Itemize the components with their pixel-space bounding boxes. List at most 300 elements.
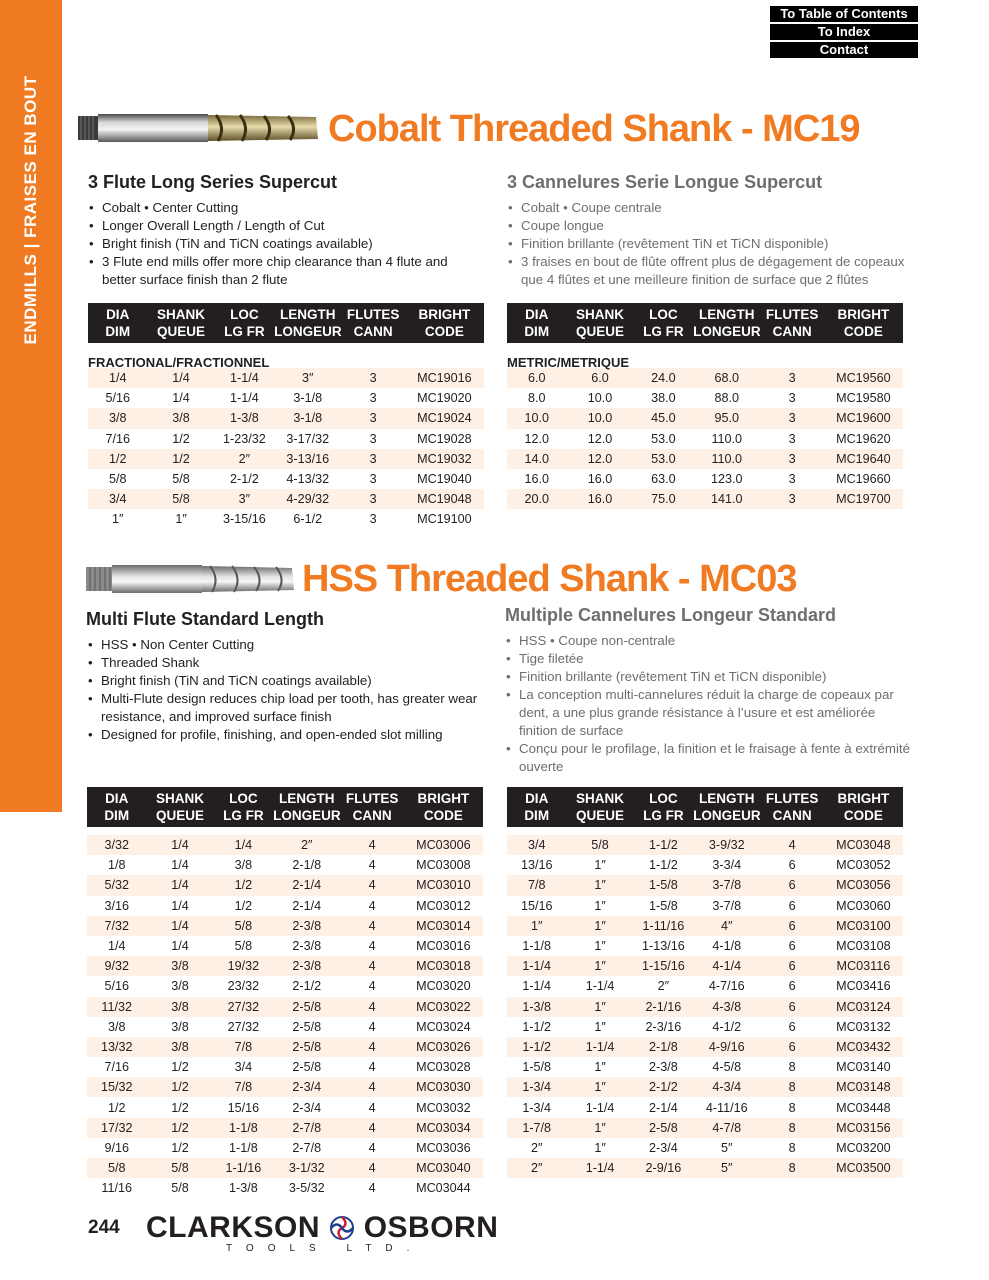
table-cell: 1-1/2	[634, 835, 693, 855]
table-cell: 8	[760, 1057, 823, 1077]
table-row	[88, 429, 484, 449]
table-cell: 3-17/32	[274, 429, 341, 449]
table-row	[507, 976, 903, 996]
table-row	[507, 936, 903, 956]
table-row	[87, 916, 483, 936]
table-cell: 3	[341, 469, 404, 489]
table-cell: MC03052	[824, 855, 903, 875]
table-cell: 9/32	[87, 956, 146, 976]
table-cell: 4	[340, 916, 403, 936]
table-cell: 16.0	[566, 489, 633, 509]
table-cell: 12.0	[566, 429, 633, 449]
table-cell: 4-3/4	[693, 1077, 760, 1097]
table-cell: 1-1/4	[215, 388, 274, 408]
table-cell: 6	[760, 997, 823, 1017]
table-cell: 2-1/8	[634, 1037, 693, 1057]
column-header: BRIGHT CODE	[405, 303, 484, 343]
table-cell: 1″	[566, 997, 633, 1017]
table-cell: 3/16	[87, 896, 146, 916]
table-row	[507, 896, 903, 916]
table-cell: 6	[760, 855, 823, 875]
table-cell: 15/16	[507, 896, 566, 916]
table-cell: 3-5/32	[273, 1178, 340, 1198]
table-cell: MC03056	[824, 875, 903, 895]
table-cell: 2″	[507, 1138, 566, 1158]
table-cell: 3	[341, 388, 404, 408]
table-cell: MC03060	[824, 896, 903, 916]
column-header: LENGTH LONGEUR	[274, 303, 341, 343]
table-cell: 2-7/8	[273, 1118, 340, 1138]
table-cell: 3/8	[88, 408, 147, 428]
table-row	[87, 1017, 483, 1037]
column-header: BRIGHT CODE	[824, 787, 903, 827]
table-cell: 1-3/4	[507, 1077, 566, 1097]
table-cell: 53.0	[634, 449, 693, 469]
table-cell: 1/2	[147, 429, 214, 449]
table-cell: 4	[340, 1097, 403, 1117]
table-cell: 1/2	[146, 1138, 213, 1158]
table-row	[87, 875, 483, 895]
table-cell: 1″	[566, 875, 633, 895]
table-cell: 110.0	[693, 449, 760, 469]
table-cell: 1/8	[87, 855, 146, 875]
table-cell: MC19032	[405, 449, 484, 469]
table-cell: 6	[760, 916, 823, 936]
table-cell: 4-11/16	[693, 1097, 760, 1117]
table-row	[507, 1017, 903, 1037]
table-cell: 2-3/8	[273, 936, 340, 956]
table-cell: 3	[760, 368, 823, 388]
table-cell: 10.0	[566, 408, 633, 428]
table-cell: MC03148	[824, 1077, 903, 1097]
table-cell: 4-1/4	[693, 956, 760, 976]
table-cell: 1/4	[146, 936, 213, 956]
table-row	[87, 1158, 483, 1178]
table-cell: 2-1/8	[273, 855, 340, 875]
nav-index[interactable]: To Index	[770, 24, 918, 40]
table-cell: 1/4	[146, 916, 213, 936]
table-cell: 16.0	[566, 469, 633, 489]
table-cell: 3-7/8	[693, 875, 760, 895]
table-cell: 1-3/8	[507, 997, 566, 1017]
table-row	[87, 1097, 483, 1117]
table-cell: MC19660	[824, 469, 903, 489]
table-row	[507, 875, 903, 895]
column-header: SHANK QUEUE	[566, 303, 633, 343]
table-row	[87, 896, 483, 916]
table-cell: 27/32	[214, 1017, 273, 1037]
table-cell: 1/2	[88, 449, 147, 469]
column-header: SHANK QUEUE	[566, 787, 633, 827]
table-cell: MC03024	[404, 1017, 483, 1037]
nav-table-of-contents[interactable]: To Table of Contents	[770, 6, 918, 22]
table-cell: 7/8	[214, 1037, 273, 1057]
table-cell: 1-1/16	[214, 1158, 273, 1178]
table-cell: 4-7/8	[693, 1118, 760, 1138]
table-cell: 5/32	[87, 875, 146, 895]
feature-item: • Designed for profile, finishing, and open-ended slot milling	[101, 726, 496, 744]
table-cell: 45.0	[634, 408, 693, 428]
table-row	[88, 449, 484, 469]
table-cell: 10.0	[566, 388, 633, 408]
table-cell: 5/8	[146, 1158, 213, 1178]
table-row	[507, 1077, 903, 1097]
table-cell: 4	[340, 835, 403, 855]
table-cell: 3	[760, 489, 823, 509]
column-header: DIA DIM	[507, 787, 566, 827]
table-row	[507, 1158, 903, 1178]
column-header: DIA DIM	[87, 787, 146, 827]
mc03-features-fr	[505, 632, 914, 776]
table-cell: 3/8	[87, 1017, 146, 1037]
table-cell: 3	[341, 449, 404, 469]
table-cell: 11/32	[87, 997, 146, 1017]
table-cell: 5/8	[214, 916, 273, 936]
table-cell: MC03018	[404, 956, 483, 976]
table-cell: 1-1/4	[566, 1158, 633, 1178]
metric-label: METRIC/METRIQUE	[507, 355, 630, 370]
table-cell: 6-1/2	[274, 509, 341, 529]
table-cell: 4	[340, 956, 403, 976]
table-cell: 6.0	[566, 368, 633, 388]
table-cell: 4	[340, 1017, 403, 1037]
table-cell: 15/32	[87, 1077, 146, 1097]
table-row	[88, 408, 484, 428]
table-cell: 19/32	[214, 956, 273, 976]
table-cell: 1″	[507, 916, 566, 936]
table-cell: 5″	[693, 1158, 760, 1178]
table-cell: 1-11/16	[634, 916, 693, 936]
table-cell: 3-1/8	[274, 408, 341, 428]
table-cell: 1-1/2	[634, 855, 693, 875]
table-cell: 3/4	[507, 835, 566, 855]
table-cell: 1/4	[214, 835, 273, 855]
table-row	[507, 1118, 903, 1138]
hss-endmill-image	[86, 557, 296, 601]
cobalt-endmill-image	[78, 103, 320, 153]
brand-swirl-icon	[329, 1216, 355, 1240]
table-cell: MC03500	[824, 1158, 903, 1178]
mc03-left-table	[87, 787, 483, 1198]
table-cell: 4	[340, 976, 403, 996]
table-cell: 8	[760, 1158, 823, 1178]
table-cell: 3-1/8	[274, 388, 341, 408]
table-cell: 4-5/8	[693, 1057, 760, 1077]
table-cell: MC03012	[404, 896, 483, 916]
table-cell: 1-1/4	[566, 1037, 633, 1057]
column-header: DIA DIM	[507, 303, 566, 343]
mc03-title: HSS Threaded Shank - MC03	[302, 558, 797, 600]
table-cell: 75.0	[634, 489, 693, 509]
table-cell: 1/4	[146, 896, 213, 916]
table-cell: MC03014	[404, 916, 483, 936]
table-row	[507, 449, 903, 469]
table-cell: 38.0	[634, 388, 693, 408]
table-cell: MC03026	[404, 1037, 483, 1057]
column-header: LOC LG FR	[214, 787, 273, 827]
table-cell: 1-1/2	[507, 1017, 566, 1037]
table-cell: 14.0	[507, 449, 566, 469]
table-row	[87, 1178, 483, 1198]
table-cell: 4-13/32	[274, 469, 341, 489]
table-row	[87, 1077, 483, 1097]
table-cell: 6	[760, 956, 823, 976]
table-cell: MC03040	[404, 1158, 483, 1178]
table-cell: MC19028	[405, 429, 484, 449]
column-header: FLUTES CANN	[760, 303, 823, 343]
table-cell: 53.0	[634, 429, 693, 449]
table-cell: MC03416	[824, 976, 903, 996]
page-number: 244	[88, 1217, 120, 1238]
table-row	[87, 855, 483, 875]
table-cell: 16.0	[507, 469, 566, 489]
table-row	[88, 509, 484, 529]
table-row	[507, 997, 903, 1017]
table-cell: 1/4	[87, 936, 146, 956]
table-cell: 1/2	[147, 449, 214, 469]
table-cell: 1″	[566, 1138, 633, 1158]
table-cell: 3″	[215, 489, 274, 509]
table-cell: 1/2	[214, 896, 273, 916]
table-cell: 4-9/16	[693, 1037, 760, 1057]
column-header: SHANK QUEUE	[146, 787, 213, 827]
table-cell: 3	[341, 509, 404, 529]
table-cell: 6	[760, 976, 823, 996]
table-cell: MC03156	[824, 1118, 903, 1138]
table-cell: 4-1/2	[693, 1017, 760, 1037]
table-row	[87, 976, 483, 996]
table-cell: 1″	[566, 1017, 633, 1037]
feature-item: • La conception multi-cannelures réduit la charge de copeaux par dent, a une plus grande résistance à l’usure et est améliorée finition de surface	[519, 686, 914, 740]
table-row	[507, 835, 903, 855]
feature-item: • Conçu pour le profilage, la finition et le fraisage à fente à extrémité ouverte	[519, 740, 914, 776]
table-cell: 1/2	[146, 1057, 213, 1077]
table-cell: MC19700	[824, 489, 903, 509]
table-row	[87, 1057, 483, 1077]
table-cell: 1-3/8	[214, 1178, 273, 1198]
side-tab	[0, 0, 62, 812]
table-row	[507, 1097, 903, 1117]
column-header: LENGTH LONGEUR	[273, 787, 340, 827]
table-row	[87, 1138, 483, 1158]
table-cell: 6.0	[507, 368, 566, 388]
table-cell: MC03108	[824, 936, 903, 956]
table-cell: MC03116	[824, 956, 903, 976]
table-cell: 3	[760, 429, 823, 449]
table-row	[88, 469, 484, 489]
mc19-subtitle-fr: 3 Cannelures Serie Longue Supercut	[507, 172, 823, 192]
table-cell: 4-7/16	[693, 976, 760, 996]
table-cell: 5/8	[88, 469, 147, 489]
feature-item: • Cobalt • Center Cutting	[102, 199, 482, 217]
table-cell: 4-29/32	[274, 489, 341, 509]
table-cell: 2″	[634, 976, 693, 996]
table-cell: 3	[760, 388, 823, 408]
brand-subtitle: TOOLS LTD.	[226, 1243, 424, 1254]
mc19-metric-table	[507, 303, 903, 509]
table-cell: 3-13/16	[274, 449, 341, 469]
table-cell: MC03132	[824, 1017, 903, 1037]
table-cell: 1″	[566, 956, 633, 976]
table-cell: 5″	[693, 1138, 760, 1158]
mc03-subtitle-fr: Multiple Cannelures Longeur Standard	[505, 605, 837, 625]
table-cell: 1-3/4	[507, 1097, 566, 1117]
table-cell: 3-1/32	[273, 1158, 340, 1178]
table-cell: 1-3/8	[215, 408, 274, 428]
table-cell: MC03034	[404, 1118, 483, 1138]
table-cell: 1″	[566, 1118, 633, 1138]
nav-contact[interactable]: Contact	[770, 42, 918, 58]
table-cell: MC19640	[824, 449, 903, 469]
table-cell: 5/8	[147, 469, 214, 489]
mc03-subtitle-en: Multi Flute Standard Length	[86, 609, 324, 629]
column-header: LOC LG FR	[634, 787, 693, 827]
table-cell: 4-3/8	[693, 997, 760, 1017]
table-cell: MC03008	[404, 855, 483, 875]
column-header: DIA DIM	[88, 303, 147, 343]
table-cell: 1″	[566, 896, 633, 916]
brand-logo	[146, 1211, 498, 1245]
table-cell: MC03036	[404, 1138, 483, 1158]
table-cell: 1″	[88, 509, 147, 529]
table-cell: 1″	[147, 509, 214, 529]
column-header: FLUTES CANN	[341, 303, 404, 343]
table-cell: 5/16	[88, 388, 147, 408]
table-cell: MC03124	[824, 997, 903, 1017]
table-row	[507, 1057, 903, 1077]
table-cell: 2″	[273, 835, 340, 855]
table-cell: 88.0	[693, 388, 760, 408]
table-cell: MC03048	[824, 835, 903, 855]
table-cell: MC03030	[404, 1077, 483, 1097]
table-cell: MC19048	[405, 489, 484, 509]
table-cell: 3/8	[146, 1017, 213, 1037]
table-cell: MC19580	[824, 388, 903, 408]
table-cell: 4	[340, 1138, 403, 1158]
fractional-label: FRACTIONAL/FRACTIONNEL	[88, 355, 270, 370]
table-cell: 4	[340, 855, 403, 875]
feature-item: • Bright finish (TiN and TiCN coatings available)	[101, 672, 496, 690]
table-cell: 2-5/8	[273, 1057, 340, 1077]
table-cell: 141.0	[693, 489, 760, 509]
table-cell: 3/8	[146, 1037, 213, 1057]
table-cell: 68.0	[693, 368, 760, 388]
table-cell: 3	[760, 408, 823, 428]
table-row	[88, 388, 484, 408]
table-cell: 8	[760, 1138, 823, 1158]
feature-item: • 3 Flute end mills offer more chip clearance than 4 flute and better surface finish than 2 flute	[102, 253, 482, 289]
column-header: FLUTES CANN	[340, 787, 403, 827]
table-cell: 7/8	[214, 1077, 273, 1097]
table-cell: 1″	[566, 1077, 633, 1097]
table-cell: 5/8	[566, 835, 633, 855]
table-cell: 3/32	[87, 835, 146, 855]
table-cell: 1-1/4	[566, 976, 633, 996]
table-cell: 2-5/8	[273, 997, 340, 1017]
table-cell: 1-1/8	[507, 936, 566, 956]
table-cell: 3/4	[88, 489, 147, 509]
feature-item: • 3 fraises en bout de flûte offrent plus de dégagement de copeaux que 4 flûtes et une meilleure finition de surface que 2 flûtes	[521, 253, 921, 289]
table-cell: 1/4	[147, 368, 214, 388]
table-cell: 17/32	[87, 1118, 146, 1138]
table-cell: 4	[340, 1158, 403, 1178]
table-cell: MC03448	[824, 1097, 903, 1117]
label-spacer	[507, 827, 903, 835]
table-cell: 2″	[215, 449, 274, 469]
table-cell: 4	[340, 1118, 403, 1138]
table-cell: 3/8	[214, 855, 273, 875]
table-row	[507, 388, 903, 408]
table-cell: 3/4	[214, 1057, 273, 1077]
table-cell: 1-15/16	[634, 956, 693, 976]
table-row	[507, 855, 903, 875]
table-row	[507, 469, 903, 489]
mc19-fractional-table	[88, 303, 484, 530]
table-row	[87, 1118, 483, 1138]
table-cell: 3-3/4	[693, 855, 760, 875]
column-header: FLUTES CANN	[760, 787, 823, 827]
table-cell: 2-7/8	[273, 1138, 340, 1158]
table-cell: 2-1/4	[634, 1097, 693, 1117]
table-cell: MC03028	[404, 1057, 483, 1077]
table-cell: 1-1/8	[214, 1138, 273, 1158]
table-row	[88, 489, 484, 509]
table-row	[87, 936, 483, 956]
table-row	[87, 997, 483, 1017]
table-cell: 20.0	[507, 489, 566, 509]
table-cell: 4	[340, 896, 403, 916]
table-cell: 95.0	[693, 408, 760, 428]
column-header: LOC LG FR	[215, 303, 274, 343]
table-cell: 63.0	[634, 469, 693, 489]
table-cell: 3-15/16	[215, 509, 274, 529]
table-cell: 1-1/8	[214, 1118, 273, 1138]
table-cell: MC03020	[404, 976, 483, 996]
table-cell: 6	[760, 936, 823, 956]
table-cell: MC19016	[405, 368, 484, 388]
table-cell: 23/32	[214, 976, 273, 996]
table-cell: 1/2	[146, 1118, 213, 1138]
table-cell: MC03432	[824, 1037, 903, 1057]
feature-item: • Cobalt • Coupe centrale	[521, 199, 921, 217]
table-cell: 7/16	[88, 429, 147, 449]
table-cell: 2-1/16	[634, 997, 693, 1017]
table-cell: 1-1/4	[215, 368, 274, 388]
table-cell: 5/8	[146, 1178, 213, 1198]
table-row	[507, 368, 903, 388]
mc19-title: Cobalt Threaded Shank - MC19	[328, 108, 860, 150]
table-cell: MC19024	[405, 408, 484, 428]
table-cell: 1-13/16	[634, 936, 693, 956]
table-cell: 8	[760, 1077, 823, 1097]
table-cell: 2-3/8	[634, 1057, 693, 1077]
table-cell: 1-1/2	[507, 1037, 566, 1057]
table-cell: 5/16	[87, 976, 146, 996]
column-header: SHANK QUEUE	[147, 303, 214, 343]
table-cell: 1″	[566, 936, 633, 956]
table-cell: 27/32	[214, 997, 273, 1017]
feature-item: • Finition brillante (revêtement TiN et TiCN disponible)	[519, 668, 914, 686]
table-cell: 2-5/8	[634, 1118, 693, 1138]
table-row	[507, 489, 903, 509]
table-cell: 1-1/4	[507, 976, 566, 996]
table-cell: 13/32	[87, 1037, 146, 1057]
table-cell: 2-3/8	[273, 956, 340, 976]
table-cell: 1/2	[87, 1097, 146, 1117]
table-cell: 7/16	[87, 1057, 146, 1077]
table-cell: 7/32	[87, 916, 146, 936]
feature-item: • Tige filetée	[519, 650, 914, 668]
